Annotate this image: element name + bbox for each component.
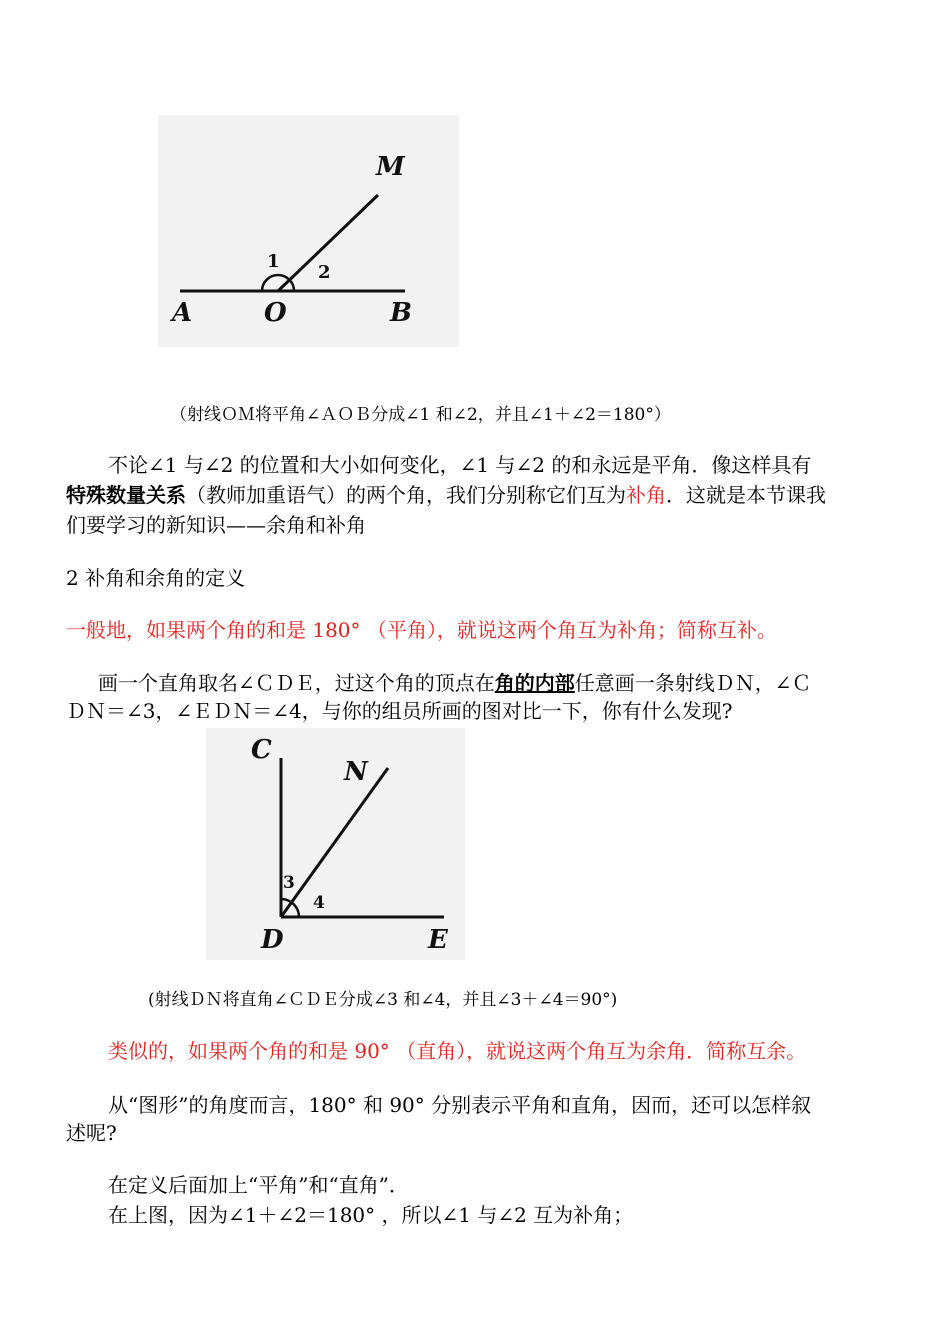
label-angle-1: 1 <box>267 251 280 272</box>
emphasis-special-relation: 特殊数量关系 <box>66 483 186 507</box>
term-supplementary: 补角 <box>626 483 666 507</box>
definition-supplementary-text: 如果两个角的和是 180° （平角），就说这两个角互为补角；简称互补。 <box>146 618 777 642</box>
paragraph-2-line-2: ＤＮ＝∠3，∠ＥＤＮ＝∠4，与你的组员所画的图对比一下，你有什么发现? <box>66 699 733 723</box>
paragraph-2-text-a: 画一个直角取名∠ＣＤＥ，过这个角的顶点在 <box>98 671 495 695</box>
angle-arc <box>262 275 294 291</box>
label-angle-3: 3 <box>283 873 295 893</box>
ray-dn <box>281 768 388 917</box>
label-d: D <box>261 925 284 955</box>
emphasis-interior: 角的内部 <box>494 671 575 695</box>
label-a: A <box>172 298 193 328</box>
paragraph-3-line-2: 述呢? <box>66 1121 117 1145</box>
definition-supplementary <box>66 613 777 647</box>
section-heading: 2 补角和余角的定义 <box>66 566 246 590</box>
figure-straight-angle <box>158 115 459 347</box>
label-angle-2: 2 <box>318 262 331 283</box>
right-angle-diagram <box>206 728 465 960</box>
straight-angle-diagram <box>158 115 459 347</box>
label-e: E <box>428 925 448 955</box>
paragraph-1-text-b: ．这就是本节课我 <box>666 483 826 507</box>
definition-lead: 一般地， <box>66 618 146 642</box>
label-m: M <box>376 152 405 182</box>
label-o: O <box>264 298 287 328</box>
definition-complementary: 类似的，如果两个角的和是 90° （直角），就说这两个角互为余角．简称互余。 <box>108 1039 807 1063</box>
figure2-caption: (射线ＤＮ将直角∠ＣＤＥ分成∠3 和∠4，并且∠3＋∠4＝90°) <box>148 990 618 1010</box>
figure1-caption: （射线ＯＭ将平角∠ＡＯＢ分成∠1 和∠2，并且∠1＋∠2＝180°） <box>170 405 671 425</box>
paragraph-4-line-2: 在上图，因为∠1＋∠2＝180° ，所以∠1 与∠2 互为补角； <box>108 1203 634 1227</box>
label-n: N <box>344 757 368 787</box>
paragraph-4-line-1: 在定义后面加上“平角”和“直角”． <box>108 1173 409 1197</box>
paragraph-2-text-b: 任意画一条射线ＤＮ，∠Ｃ <box>574 671 812 695</box>
label-b: B <box>390 298 412 328</box>
paragraph-1-text-a: （教师加重语气）的两个角，我们分别称它们互为 <box>186 483 626 507</box>
figure-right-angle <box>206 728 465 960</box>
label-angle-4: 4 <box>313 893 325 913</box>
label-c: C <box>251 735 272 765</box>
paragraph-1-line-1: 不论∠1 与∠2 的位置和大小如何变化，∠1 与∠2 的和永远是平角．像这样具有 <box>108 453 812 477</box>
paragraph-1-line-3: 们要学习的新知识——余角和补角 <box>66 513 366 537</box>
paragraph-3-line-1: 从“图形”的角度而言，180° 和 90° 分别表示平角和直角，因而，还可以怎样叙 <box>108 1093 812 1117</box>
paragraph-1-line-2 <box>66 478 826 512</box>
